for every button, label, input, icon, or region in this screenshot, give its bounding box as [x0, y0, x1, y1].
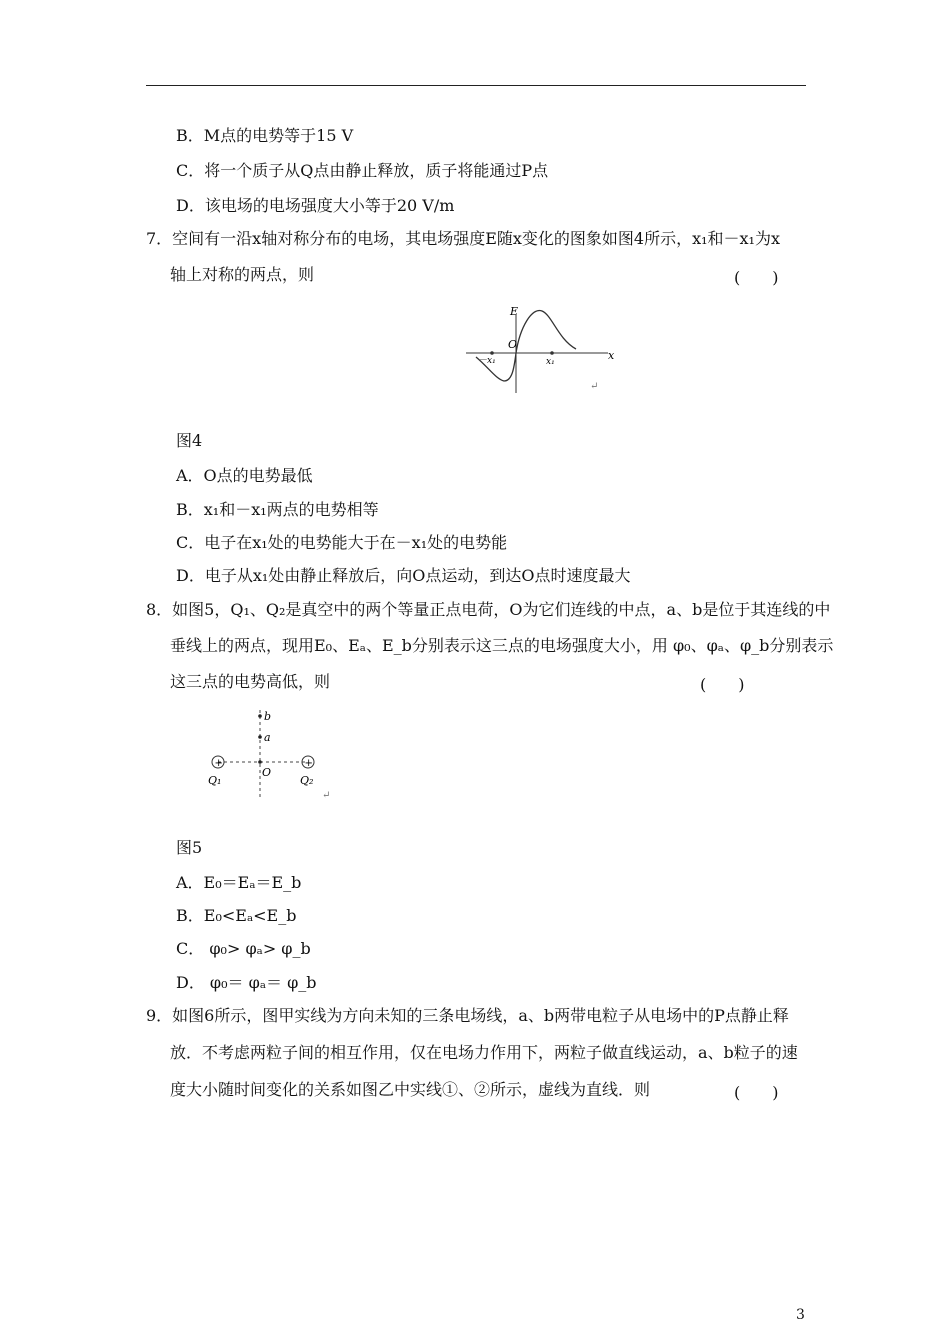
- q7-option-c: C．电子在x₁处的电势能大于在－x₁处的电势能: [176, 533, 508, 552]
- q8-point-b-label: b: [264, 710, 272, 723]
- q8-q2-plus: +: [304, 758, 313, 769]
- q7-figure-caption: 图4: [176, 431, 203, 450]
- q8-option-b: B．E₀<Eₐ<E_b: [176, 906, 297, 925]
- q9-stem-line2: 放．不考虑两粒子间的相互作用，仅在电场力作用下，两粒子做直线运动，a、b粒子的速: [170, 1043, 798, 1062]
- q7-option-a: A．O点的电势最低: [176, 466, 313, 485]
- q7-origin-label: O: [508, 338, 518, 351]
- q7-axis-x-label: x: [608, 349, 615, 362]
- q7-option-b: B．x₁和－x₁两点的电势相等: [176, 500, 379, 519]
- q8-point-a-label: a: [264, 731, 271, 744]
- q7-paragraph-mark: ↵: [590, 381, 599, 392]
- q8-answer-paren: ( ): [700, 675, 745, 694]
- q9-stem-line1: 9．如图6所示，图甲实线为方向未知的三条电场线，a、b两带电粒子从电场中的P点静止释: [146, 1006, 789, 1025]
- q8-figure-caption: 图5: [176, 838, 203, 857]
- q6-option-c: C．将一个质子从Q点由静止释放，质子将能通过P点: [176, 161, 549, 180]
- q7-figure-e-vs-x: [448, 297, 628, 407]
- header-rule: [146, 85, 806, 86]
- q7-stem-line1: 7．空间有一沿x轴对称分布的电场，其电场强度E随x变化的图象如图4所示，x₁和－x₁为x: [146, 229, 780, 248]
- q7-answer-paren: ( ): [734, 268, 779, 287]
- q8-q1-plus: +: [214, 758, 223, 769]
- page-number: 3: [796, 1307, 805, 1323]
- q6-option-b: B．M点的电势等于15 V: [176, 126, 354, 145]
- q8-option-d: D． φ₀＝ φₐ＝ φ_b: [176, 973, 317, 992]
- q7-stem-line2: 轴上对称的两点，则: [170, 265, 315, 284]
- q9-answer-paren: ( ): [734, 1083, 779, 1102]
- q8-paragraph-mark: ↵: [322, 790, 331, 801]
- q7-neg-x1-label: －x₁: [478, 356, 496, 366]
- q8-point-o-label: O: [262, 766, 272, 779]
- q8-stem-line2: 垂线上的两点，现用E₀、Eₐ、E_b分别表示这三点的电场强度大小，用 φ₀、φₐ、φ_b分别表示: [170, 636, 834, 655]
- q8-stem-line3: 这三点的电势高低，则: [170, 672, 331, 691]
- q8-q1-label: Q₁: [208, 774, 222, 787]
- q9-stem-line3: 度大小随时间变化的关系如图乙中实线①、②所示，虚线为直线．则: [170, 1080, 651, 1099]
- q8-figure-charges: [190, 704, 360, 804]
- q8-q2-label: Q₂: [300, 774, 314, 787]
- q8-option-c: C． φ₀> φₐ> φ_b: [176, 939, 311, 958]
- q6-option-d: D．该电场的电场强度大小等于20 V/m: [176, 196, 455, 215]
- q8-option-a: A．E₀＝Eₐ＝E_b: [176, 873, 302, 892]
- q7-option-d: D．电子从x₁处由静止释放后，向O点运动，到达O点时速度最大: [176, 566, 631, 585]
- q8-stem-line1: 8．如图5，Q₁、Q₂是真空中的两个等量正点电荷，O为它们连线的中点，a、b是位于其连线的中: [146, 600, 831, 619]
- q7-axis-e-label: E: [510, 305, 519, 318]
- q7-x1-label: x₁: [546, 357, 555, 367]
